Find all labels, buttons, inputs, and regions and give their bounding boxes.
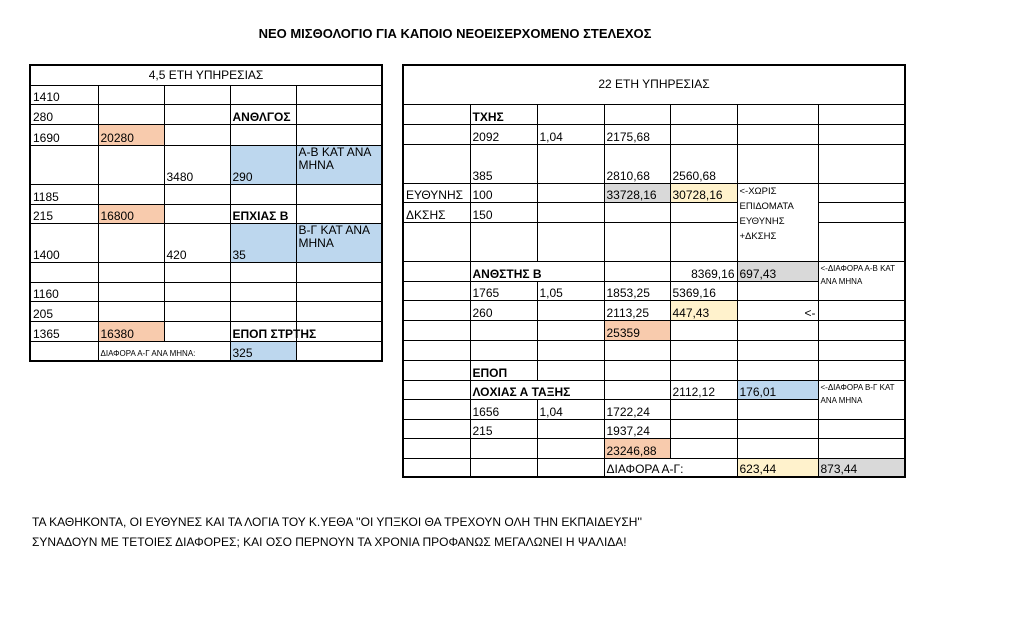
table-cell: 205	[30, 301, 98, 321]
rank-label: ΕΠΧΙΑΣ Β	[230, 204, 296, 223]
annual-salary-cell: 33728,16	[604, 183, 670, 202]
page-title: ΝΕΟ ΜΙΣΘΟΛΟΓΙΟ ΓΙΑ ΚΑΠΟΙΟ ΝΕΟΕΙΣΕΡΧΟΜΕΝΟ ΣΤΕΛΕΧΟΣ	[258, 26, 652, 41]
annual-salary-cell: 23246,88	[604, 438, 670, 458]
rank-label: ΑΝΘΛΓΟΣ	[230, 104, 296, 124]
table-cell: 1185	[30, 184, 98, 204]
table-cell: 5369,16	[670, 281, 737, 300]
table-cell: 3480	[164, 145, 230, 184]
table-cell: 1410	[30, 85, 98, 104]
right-salary-table	[402, 64, 906, 478]
diff-label: Β-Γ ΚΑΤ ΑΝΑ ΜΗΝΑ	[296, 223, 382, 262]
table-cell: 1765	[470, 281, 537, 300]
rank-label: ΕΠΟΠ ΣΤΡΤΗΣ	[230, 321, 296, 341]
table-cell: 1,05	[537, 281, 604, 300]
diff-label: Α-Β ΚΑΤ ΑΝΑ ΜΗΝΑ	[296, 145, 382, 184]
table-cell: 215	[470, 419, 537, 438]
diff-label: ΔΙΑΦΟΡΑ Α-Γ:	[604, 458, 737, 477]
diff-note: <-ΔΙΑΦΟΡΑ Β-Γ ΚΑΤ ΑΝΑ ΜΗΝΑ	[818, 380, 905, 419]
annual-salary-cell: 16380	[98, 321, 164, 341]
table-cell: 1722,24	[604, 399, 670, 419]
monthly-diff-cell: 35	[230, 223, 296, 262]
monthly-diff-cell: 447,43	[670, 300, 737, 320]
table-cell: 1937,24	[604, 419, 670, 438]
monthly-diff-cell: 623,44	[737, 458, 818, 477]
diff-note: <-ΔΙΑΦΟΡΑ Α-Β ΚΑΤ ΑΝΑ ΜΗΝΑ	[818, 261, 905, 300]
rank-label: ΛΟΧΙΑΣ Α ΤΑΞΗΣ	[470, 380, 604, 399]
table-cell: 260	[470, 300, 537, 320]
table-cell: 1,04	[537, 399, 604, 419]
table-cell: 2175,68	[604, 124, 670, 144]
table-cell: 2092	[470, 124, 537, 144]
annual-salary-cell: 20280	[98, 124, 164, 145]
table-cell: 215	[30, 204, 98, 223]
allowance-note: <-ΧΩΡΙΣ ΕΠΙΔΟΜΑΤΑ ΕΥΘΥΝΗΣ +ΔΚΣΗΣ	[737, 183, 818, 261]
table-cell: 1656	[470, 399, 537, 419]
table-cell: 1160	[30, 282, 98, 301]
table-cell: 8369,16	[670, 261, 737, 281]
table-cell: 2112,12	[670, 380, 737, 399]
table-cell: ΔΚΣΗΣ	[403, 202, 470, 222]
diff-label: ΔΙΑΦΟΡΑ Α-Γ ΑΝΑ ΜΗΝΑ:	[98, 341, 230, 361]
table-cell: 100	[470, 183, 537, 202]
annual-salary-cell: 30728,16	[670, 183, 737, 202]
annual-salary-cell: 16800	[98, 204, 164, 223]
monthly-diff-cell: 290	[230, 145, 296, 184]
table-cell: 2113,25	[604, 300, 670, 320]
table-cell: 1365	[30, 321, 98, 341]
table-cell: 1,04	[537, 124, 604, 144]
table-cell: 2810,68	[604, 144, 670, 183]
left-table-header: 4,5 ΕΤΗ ΥΠΗΡΕΣΙΑΣ	[30, 65, 382, 85]
monthly-diff-cell: 325	[230, 341, 296, 361]
table-cell: 280	[30, 104, 98, 124]
table-cell: 1853,25	[604, 281, 670, 300]
rank-label: ΤΧΗΣ	[470, 104, 537, 124]
rank-label: ΑΝΘΣΤΗΣ Β	[470, 261, 604, 281]
comment-line-2: ΣΥΝΑΔΟΥΝ ΜΕ ΤΕΤΟΙΕΣ ΔΙΑΦΟΡΕΣ; ΚΑΙ ΟΣΟ ΠΕΡΝΟΥΝ ΤΑ ΧΡΟΝΙΑ ΠΡΟΦΑΝΩΣ ΜΕΓΑΛΩΝΕΙ Η ΨΑΛΙΔΑ!	[32, 535, 627, 549]
table-cell: ΕΥΘΥΝΗΣ	[403, 183, 470, 202]
table-cell: 420	[164, 223, 230, 262]
annual-salary-cell: 25359	[604, 320, 670, 340]
table-cell: 385	[470, 144, 537, 183]
monthly-diff-cell: 873,44	[818, 458, 905, 477]
table-cell: 150	[470, 202, 537, 222]
monthly-diff-cell: 176,01	[737, 380, 818, 399]
arrow-note: <-	[737, 300, 818, 320]
right-table-header: 22 ΕΤΗ ΥΠΗΡΕΣΙΑΣ	[403, 65, 905, 104]
table-cell: 1400	[30, 223, 98, 262]
monthly-diff-cell: 697,43	[737, 261, 818, 281]
table-cell: 1690	[30, 124, 98, 145]
comment-line-1: ΤΑ ΚΑΘΗΚΟΝΤΑ, ΟΙ ΕΥΘΥΝΕΣ ΚΑΙ ΤΑ ΛΟΓΙΑ ΤΟΥ Κ.ΥΕΘΑ ''ΟΙ ΥΠΞΚΟΙ ΘΑ ΤΡΕΧΟΥΝ ΟΛΗ ΤΗΝ ΕΚΠΑΙΔΕΥΣΗ''	[32, 515, 643, 529]
rank-label: ΕΠΟΠ	[470, 360, 537, 380]
left-salary-table	[29, 64, 383, 362]
table-cell: 2560,68	[670, 144, 737, 183]
